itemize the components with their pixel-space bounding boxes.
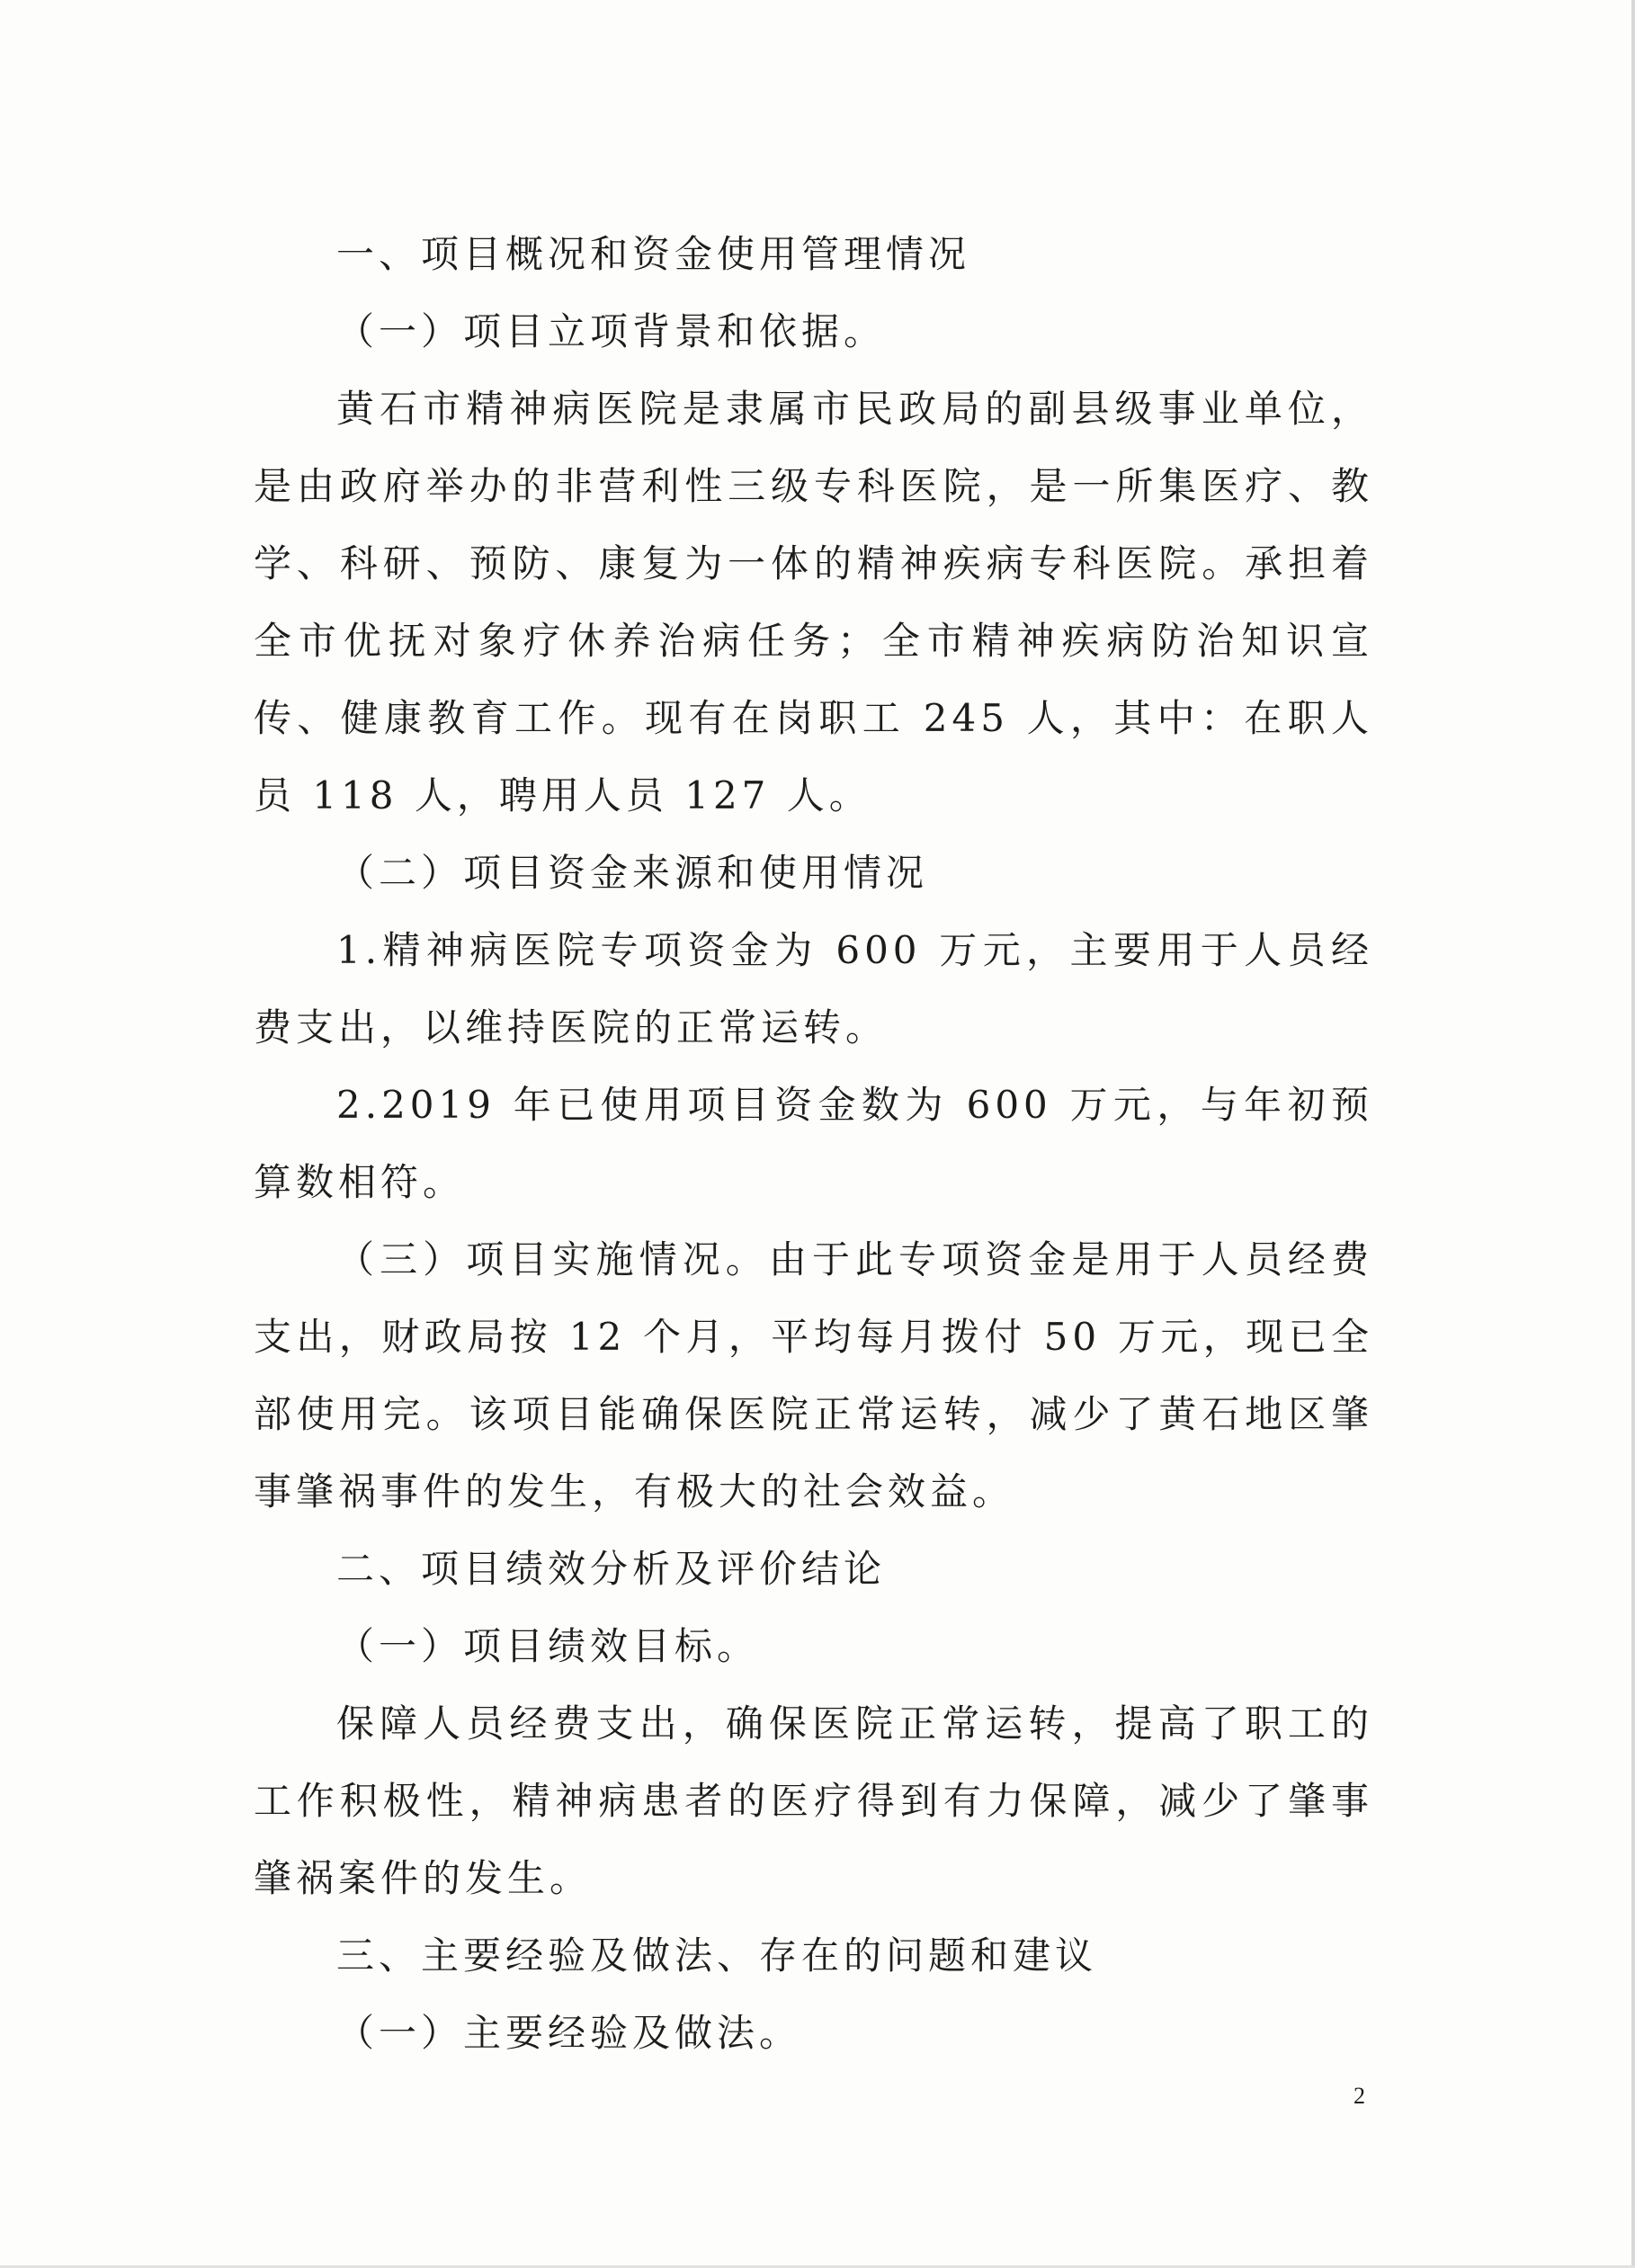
subheading-experience: （一）主要经验及做法。: [336, 2011, 802, 2055]
section-heading-performance: 二、项目绩效分析及评价结论: [336, 1547, 887, 1591]
paragraph-implementation: （三）项目实施情况。由于此专项资金是用于人员经费支出，财政局按 12 个月，平均每月拨付 50 万元，现已全部使用完。该项目能确保医院正常运转，减少了黄石地区肇事肇祸事件的发生，有极大的社会效益。: [254, 1237, 1373, 1513]
paragraph-funding-item-2: 2.2019 年已使用项目资金数为 600 万元，与年初预算数相符。: [254, 1083, 1373, 1204]
page-number: 2: [1354, 2083, 1365, 2109]
paragraph-funding-item-1: 1.精神病医院专项资金为 600 万元，主要用于人员经费支出，以维持医院的正常运转。: [254, 928, 1373, 1049]
paragraph-performance-goal: 保障人员经费支出，确保医院正常运转，提高了职工的工作积极性，精神病患者的医疗得到有力保障，减少了肇事肇祸案件的发生。: [254, 1701, 1373, 1900]
document-body: [254, 216, 1373, 2072]
subheading-background: （一）项目立项背景和依据。: [336, 309, 887, 353]
paragraph-hospital-intro: 黄石市精神病医院是隶属市民政局的副县级事业单位，是由政府举办的非营利性三级专科医院，是一所集医疗、教学、科研、预防、康复为一体的精神疾病专科医院。承担着全市优抚对象疗休养治病任务；全市精神疾病防治知识宣传、健康教育工作。现有在岗职工 245 人，其中：在职人员 118 人，聘用人员 127 人。: [254, 387, 1373, 817]
subheading-performance-goal: （一）项目绩效目标。: [336, 1624, 760, 1668]
subheading-funding-source: （二）项目资金来源和使用情况: [336, 851, 929, 895]
scan-edge-right: [1631, 0, 1635, 2268]
section-heading-overview: 一、项目概况和资金使用管理情况: [336, 232, 971, 276]
section-heading-experience: 三、主要经验及做法、存在的问题和建议: [336, 1933, 1098, 1978]
